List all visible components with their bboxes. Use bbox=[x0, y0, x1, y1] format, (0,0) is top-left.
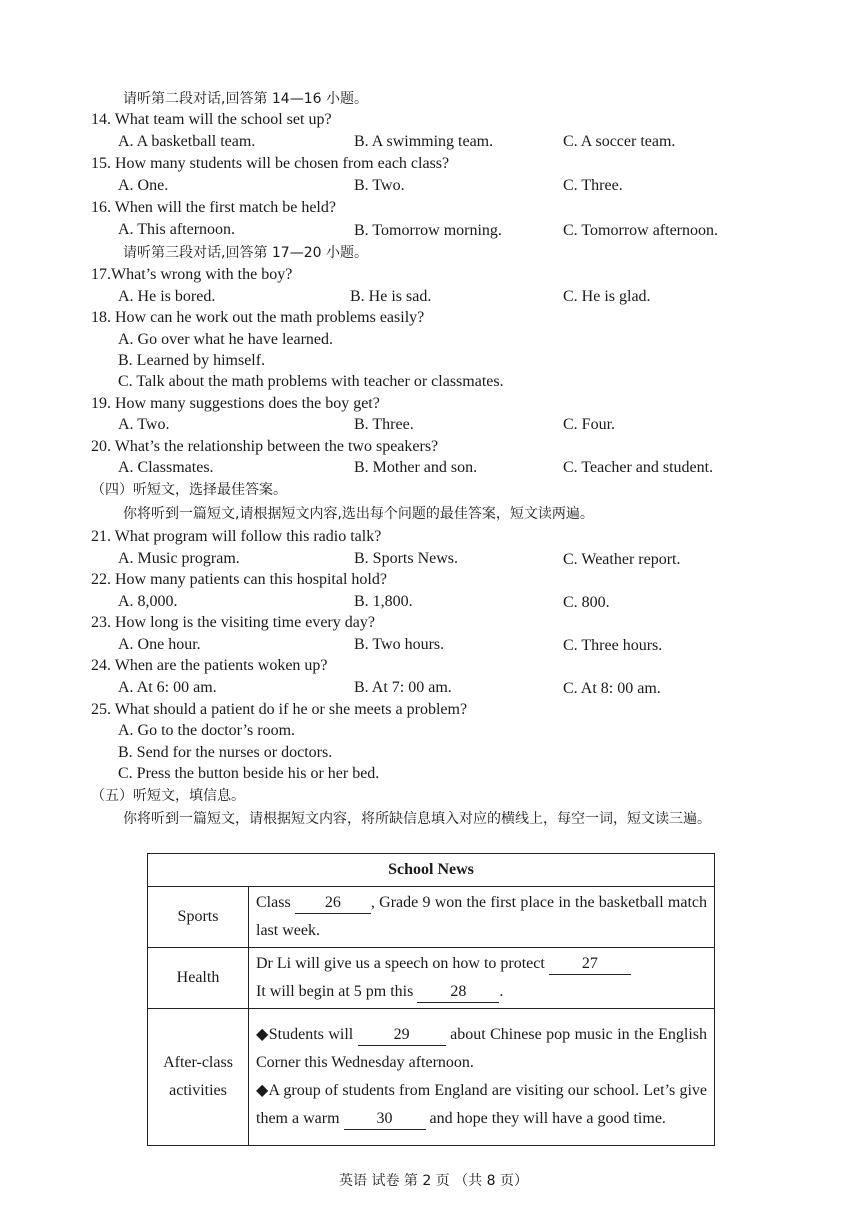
option-c: C. Weather report. bbox=[563, 551, 681, 568]
after-label-1: After-class bbox=[163, 1054, 233, 1071]
after-label-2: activities bbox=[169, 1082, 227, 1099]
option-b: B. Sports News. bbox=[354, 550, 459, 567]
option-c: C. A soccer team. bbox=[563, 133, 676, 150]
option-b: B. Learned by himself. bbox=[118, 352, 266, 369]
row-content-sports bbox=[249, 887, 715, 948]
option-c: C. At 8: 00 am. bbox=[563, 680, 661, 697]
option-c: C. Three. bbox=[563, 177, 623, 194]
question-16: 16. When will the first match be held? bbox=[91, 199, 336, 216]
school-news-table bbox=[147, 853, 715, 1146]
option-a: A. Classmates. bbox=[118, 459, 214, 476]
option-a: A. Music program. bbox=[118, 550, 240, 567]
question-20: 20. What’s the relationship between the two speakers? bbox=[91, 438, 439, 455]
row-content-health bbox=[249, 948, 715, 1009]
option-a: A. He is bored. bbox=[118, 288, 216, 305]
question-22: 22. How many patients can this hospital hold? bbox=[91, 571, 387, 588]
after-p2-post: and hope they will have a good time. bbox=[429, 1110, 666, 1127]
option-b: B. Send for the nurses or doctors. bbox=[118, 744, 333, 761]
option-a: A. One hour. bbox=[118, 636, 201, 653]
option-b: B. Tomorrow morning. bbox=[354, 222, 502, 239]
option-a: A. This afternoon. bbox=[118, 221, 236, 238]
option-b: B. Mother and son. bbox=[354, 459, 478, 476]
sports-pre: Class bbox=[256, 894, 291, 911]
question-19: 19. How many suggestions does the boy get? bbox=[91, 395, 380, 412]
option-a: A. Go over what he have learned. bbox=[118, 331, 334, 348]
option-b: B. 1,800. bbox=[354, 593, 413, 610]
option-c: C. Tomorrow afternoon. bbox=[563, 222, 718, 239]
option-b: B. At 7: 00 am. bbox=[354, 679, 452, 696]
option-b: B. Two. bbox=[354, 177, 405, 194]
after-p2-pre: ◆A group of students from England are visiting our school. Let’s give them a warm bbox=[256, 1082, 707, 1127]
option-a: A. At 6: 00 am. bbox=[118, 679, 217, 696]
option-b: B. Two hours. bbox=[354, 636, 445, 653]
health-line2: It will begin at 5 pm this bbox=[256, 983, 414, 1000]
table-title: School News bbox=[148, 854, 715, 887]
option-a: A. Two. bbox=[118, 416, 170, 433]
question-17: 17.What’s wrong with the boy? bbox=[91, 266, 293, 283]
row-label-health: Health bbox=[148, 948, 249, 1009]
health-line2-post: . bbox=[499, 983, 504, 1000]
option-c: C. Talk about the math problems with teacher or classmates. bbox=[118, 373, 504, 390]
question-23: 23. How long is the visiting time every day? bbox=[91, 614, 375, 631]
after-p1-pre: ◆Students will bbox=[256, 1026, 354, 1043]
option-b: B. A swimming team. bbox=[354, 133, 494, 150]
option-b: B. Three. bbox=[354, 416, 414, 433]
option-a: A. Go to the doctor’s room. bbox=[118, 722, 296, 739]
option-a: A. A basketball team. bbox=[118, 133, 256, 150]
after-p1-post: about Chinese pop music in the English Corner this Wednesday afternoon. bbox=[256, 1026, 708, 1071]
section-instruction: 请听第三段对话,回答第 17—20 小题。 bbox=[123, 245, 368, 261]
option-c: C. He is glad. bbox=[563, 288, 651, 305]
section-instruction: 请听第二段对话,回答第 14—16 小题。 bbox=[123, 91, 368, 107]
blank-28[interactable]: 28 bbox=[417, 982, 499, 1003]
question-14: 14. What team will the school set up? bbox=[91, 111, 332, 128]
blank-26[interactable]: 26 bbox=[295, 893, 371, 914]
question-24: 24. When are the patients woken up? bbox=[91, 657, 328, 674]
part-instruction: 你将听到一篇短文,请根据短文内容,选出每个问题的最佳答案，短文读两遍。 bbox=[123, 506, 594, 522]
option-c: C. Three hours. bbox=[563, 637, 663, 654]
question-18: 18. How can he work out the math problems easily? bbox=[91, 309, 425, 326]
option-c: C. Press the button beside his or her bed. bbox=[118, 765, 380, 782]
question-15: 15. How many students will be chosen from each class? bbox=[91, 155, 450, 172]
sports-post: , Grade 9 won the first place in the basketball match last week. bbox=[256, 894, 708, 939]
option-c: C. 800. bbox=[563, 594, 610, 611]
part-title: （五）听短文，填信息。 bbox=[91, 788, 245, 804]
blank-30[interactable]: 30 bbox=[344, 1109, 426, 1130]
blank-29[interactable]: 29 bbox=[358, 1025, 446, 1046]
page-footer: 英语 试卷 第 2 页 （共 8 页） bbox=[339, 1173, 528, 1189]
option-c: C. Four. bbox=[563, 416, 616, 433]
blank-27[interactable]: 27 bbox=[549, 954, 631, 975]
option-c: C. Teacher and student. bbox=[563, 459, 714, 476]
part-instruction: 你将听到一篇短文，请根据短文内容，将所缺信息填入对应的横线上，每空一词，短文读三遍。 bbox=[123, 811, 711, 827]
option-a: A. 8,000. bbox=[118, 593, 178, 610]
part-title: （四）听短文，选择最佳答案。 bbox=[91, 482, 287, 498]
row-label-sports: Sports bbox=[148, 887, 249, 948]
health-line1: Dr Li will give us a speech on how to protect bbox=[256, 955, 545, 972]
option-b: B. He is sad. bbox=[350, 288, 432, 305]
question-21: 21. What program will follow this radio talk? bbox=[91, 528, 382, 545]
option-a: A. One. bbox=[118, 177, 169, 194]
row-content-after-class bbox=[249, 1009, 715, 1146]
row-label-after-class bbox=[148, 1009, 249, 1146]
question-25: 25. What should a patient do if he or she meets a problem? bbox=[91, 701, 468, 718]
